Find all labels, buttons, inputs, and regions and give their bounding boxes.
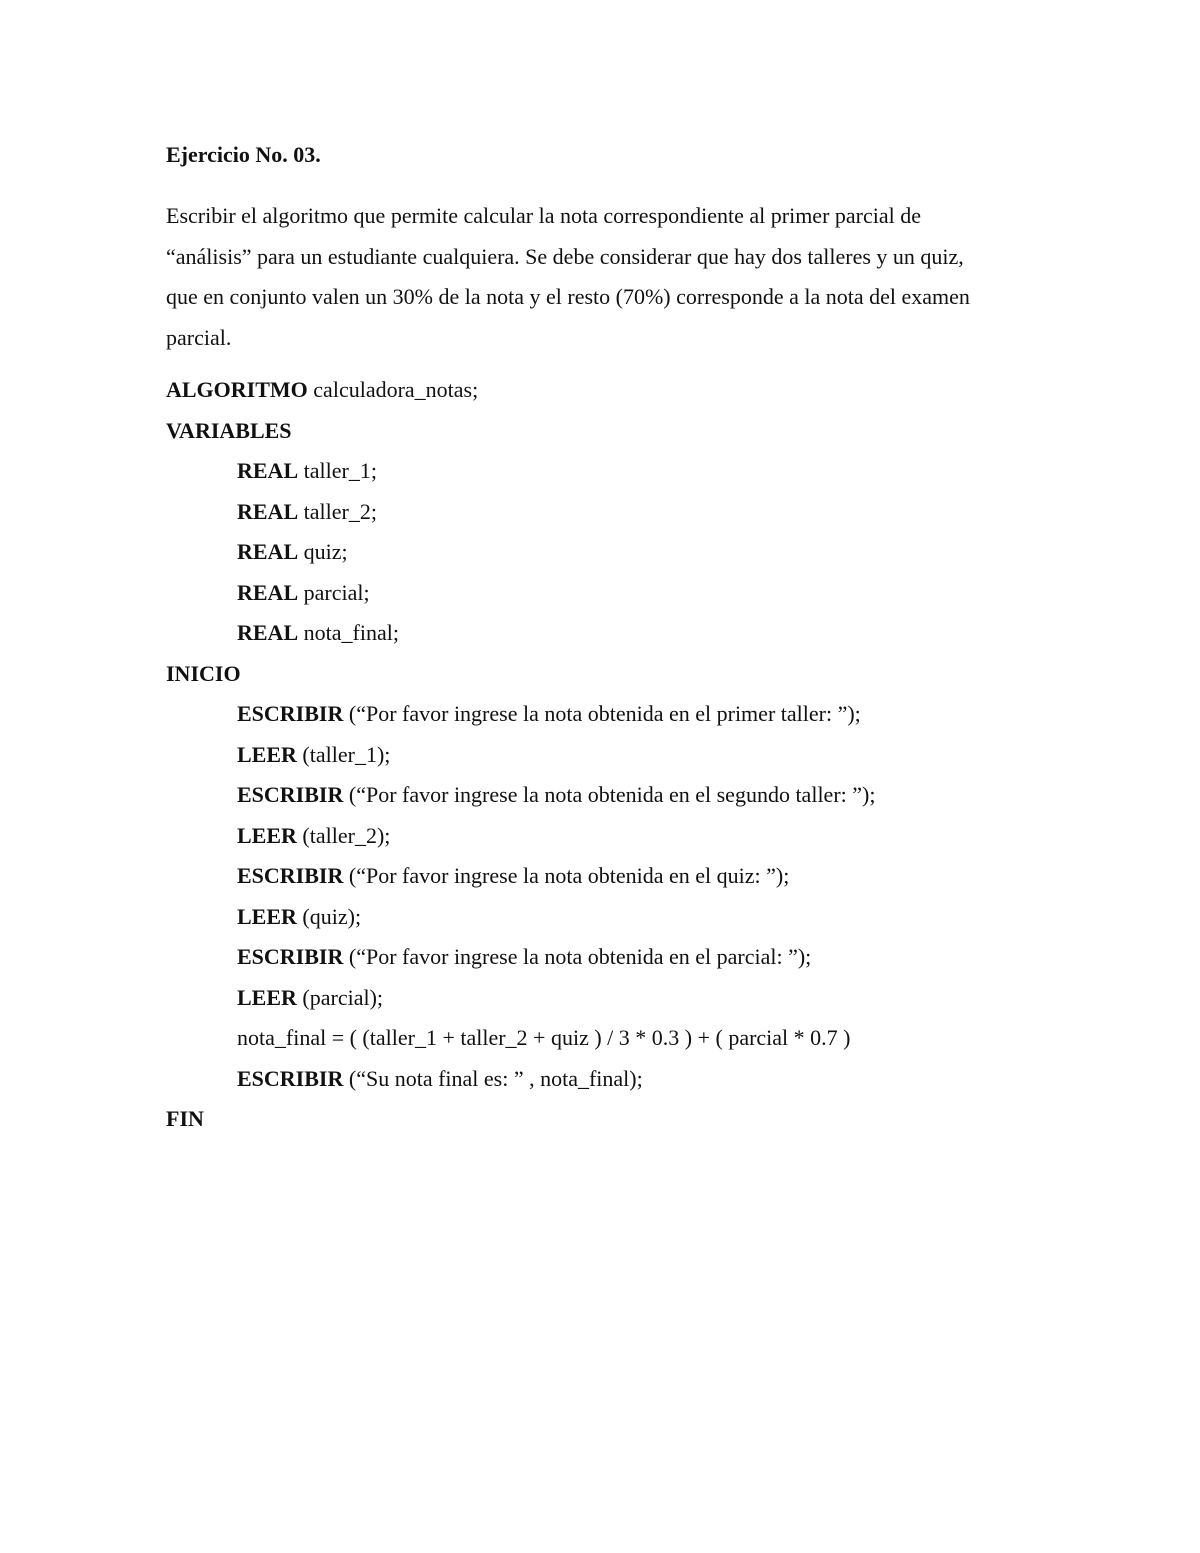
- code-text: nota_final = ( (taller_1 + taller_2 + quiz ) / 3 * 0.3 ) + ( parcial * 0.7 ): [237, 1025, 851, 1050]
- keyword: REAL: [237, 458, 299, 483]
- variable-declaration: [166, 573, 1046, 614]
- code-text: taller_1;: [298, 458, 377, 483]
- code-text: (“Por favor ingrese la nota obtenida en el quiz: ”);: [343, 863, 790, 888]
- keyword: LEER: [237, 984, 297, 1010]
- statement-line: [166, 735, 1046, 776]
- inicio-keyword: INICIO: [166, 660, 241, 686]
- statement-line: [166, 694, 1046, 735]
- code-text: (“Su nota final es: ” , nota_final);: [343, 1065, 643, 1091]
- code-text: (taller_1);: [296, 741, 391, 767]
- keyword: LEER: [237, 822, 297, 848]
- code-text: (“Por favor ingrese la nota obtenida en el primer taller: ”);: [343, 701, 861, 726]
- code-text: (“Por favor ingrese la nota obtenida en el parcial: ”);: [343, 944, 812, 969]
- exercise-title: Ejercicio No. 03.: [166, 142, 321, 167]
- statement-line: [166, 775, 1046, 816]
- code-text: parcial;: [298, 579, 370, 605]
- keyword: ESCRIBIR: [237, 944, 344, 969]
- algorithm-line: [166, 370, 1046, 411]
- statement-line: [166, 856, 1046, 897]
- keyword: REAL: [237, 620, 299, 645]
- keyword: ESCRIBIR: [237, 701, 344, 726]
- variable-declaration: [166, 492, 1046, 533]
- problem-statement: [166, 196, 1046, 358]
- document-page: [166, 140, 1046, 1140]
- statement-line: [166, 897, 1046, 938]
- code-text: (parcial);: [296, 984, 384, 1010]
- statement-line: [166, 1059, 1046, 1100]
- code-text: (quiz);: [296, 903, 362, 929]
- statement-line: Escribir el algoritmo que permite calcular la nota correspondiente al primer parcial de: [166, 203, 922, 228]
- statement-line: [166, 937, 1046, 978]
- keyword: LEER: [237, 741, 297, 767]
- keyword: REAL: [237, 539, 299, 564]
- variable-declaration: [166, 532, 1046, 573]
- keyword: ESCRIBIR: [237, 863, 344, 888]
- code-text: taller_2;: [298, 498, 377, 524]
- keyword: REAL: [237, 579, 299, 605]
- keyword: ALGORITMO: [166, 377, 308, 402]
- pseudocode-block: [166, 370, 1046, 1140]
- code-text: (“Por favor ingrese la nota obtenida en el segundo taller: ”);: [343, 782, 876, 807]
- code-text: (taller_2);: [296, 822, 391, 848]
- keyword: ESCRIBIR: [237, 1065, 344, 1091]
- keyword: LEER: [237, 903, 297, 929]
- statement-line: [166, 978, 1046, 1019]
- variables-keyword: VARIABLES: [166, 417, 292, 443]
- code-text: calculadora_notas;: [307, 377, 479, 402]
- statement-line: [166, 816, 1046, 857]
- statement-line: que en conjunto valen un 30% de la nota y el resto (70%) corresponde a la nota del examen: [166, 284, 970, 309]
- keyword: REAL: [237, 498, 299, 524]
- formula-line: [166, 1018, 1046, 1059]
- code-text: nota_final;: [298, 620, 399, 645]
- variable-declaration: [166, 613, 1046, 654]
- statement-line: parcial.: [166, 324, 232, 350]
- variable-declaration: [166, 451, 1046, 492]
- statement-line: “análisis” para un estudiante cualquiera. Se debe considerar que hay dos talleres y un quiz,: [166, 243, 964, 269]
- keyword: ESCRIBIR: [237, 782, 344, 807]
- fin-keyword: FIN: [166, 1106, 204, 1131]
- code-text: quiz;: [298, 539, 348, 564]
